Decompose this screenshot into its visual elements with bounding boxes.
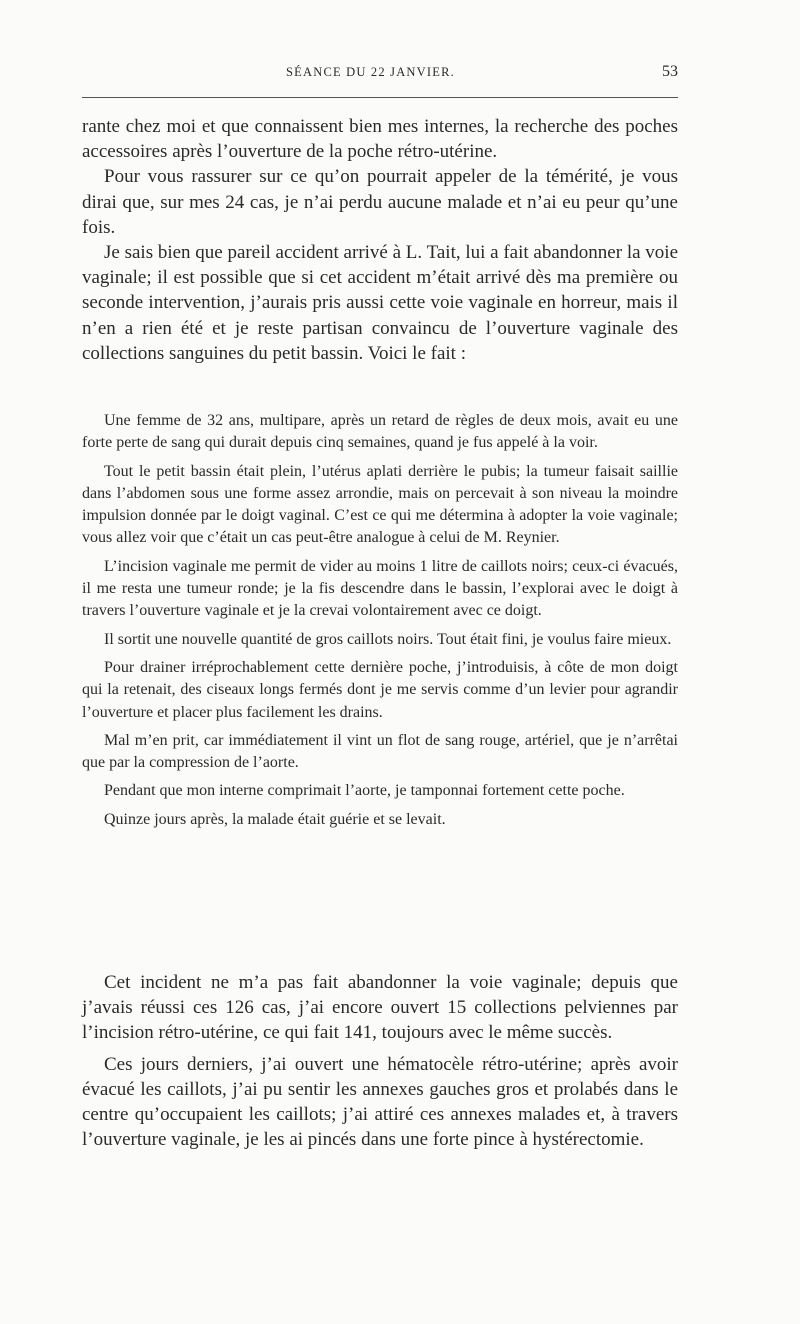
- paragraph: rante chez moi et que connaissent bien mes internes, la recherche des poches accessoires après l’ouverture de la poche rétro-utérine.: [82, 116, 678, 163]
- paragraph: Pour vous rassurer sur ce qu’on pourrait appeler de la témérité, je vous dirai que, sur mes 24 cas, je n’ai perdu aucune malade et n’ai eu peur qu’une fois.: [82, 166, 678, 238]
- page-header: [82, 63, 678, 85]
- case-paragraph: L’incision vaginale me permit de vider au moins 1 litre de caillots noirs; ceux-ci évacués, il me resta une tumeur ronde; je la fis descendre dans le bassin, l’explorai avec le doigt à travers l’ouverture vaginale et je la crevai volontairement avec ce doigt.: [82, 557, 678, 620]
- case-paragraph: Pendant que mon interne comprimait l’aorte, je tamponnai fortement cette poche.: [104, 782, 625, 800]
- paragraph: Cet incident ne m’a pas fait abandonner la voie vaginale; depuis que j’avais réussi ces 126 cas, j’ai encore ouvert 15 collections pelviennes par l’incision rétro-utérine, ce qui fait 141, toujours avec le même succès.: [82, 972, 678, 1044]
- running-title: SÉANCE DU 22 JANVIER.: [286, 65, 455, 79]
- case-paragraph: Mal m’en prit, car immédiatement il vint un flot de sang rouge, artériel, que je n’arrêtai que par la compression de l’aorte.: [82, 731, 678, 772]
- case-paragraph: Quinze jours après, la malade était guérie et se levait.: [104, 810, 446, 828]
- case-paragraph: Tout le petit bassin était plein, l’utérus aplati derrière le pubis; la tumeur faisait saillie dans l’abdomen sous une forme assez arrondie, mais on percevait à son niveau la moindre impulsion donnée par le doigt vaginal. C’est ce qui me détermina à adopter la voie vaginale; vous allez voir que c’était un cas peut-être analogue à celui de M. Reynier.: [82, 462, 678, 547]
- paragraph: Ces jours derniers, j’ai ouvert une hématocèle rétro-utérine; après avoir évacué les caillots, j’ai pu sentir les annexes gauches gros et prolabés dans le centre qu’occupaient les caillots; j’ai attiré ces annexes malades et, à travers l’ouverture vaginale, je les ai pincés dans une forte pince à hystérectomie.: [82, 1053, 678, 1151]
- closing-text: [82, 970, 678, 1152]
- case-paragraph: Pour drainer irréprochablement cette dernière poche, j’introduisis, à côte de mon doigt qui la retenait, des ciseaux longs fermés dont je me servis comme d’un levier pour agrandir l’ouverture et placer plus facilement les drains.: [82, 658, 678, 721]
- page-number: 53: [662, 63, 678, 80]
- case-report: [82, 410, 678, 831]
- case-paragraph: Il sortit une nouvelle quantité de gros caillots noirs. Tout était fini, je voulus faire mieux.: [104, 630, 672, 648]
- header-rule: [82, 97, 678, 98]
- paragraph: Je sais bien que pareil accident arrivé à L. Tait, lui a fait abandonner la voie vaginale; il est possible que si cet accident m’était arrivé dès ma première ou seconde intervention, j’aurais pris aussi cette voie vaginale en horreur, mais il n’en a rien été et je reste partisan convaincu de l’ouverture vaginale des collections sanguines du petit bassin. Voici le fait :: [82, 242, 678, 364]
- case-paragraph: Une femme de 32 ans, multipare, après un retard de règles de deux mois, avait eu une forte perte de sang qui durait depuis cinq semaines, quand je fus appelé à la voir.: [82, 412, 678, 452]
- book-page: [82, 0, 678, 1324]
- opening-text: [82, 114, 678, 366]
